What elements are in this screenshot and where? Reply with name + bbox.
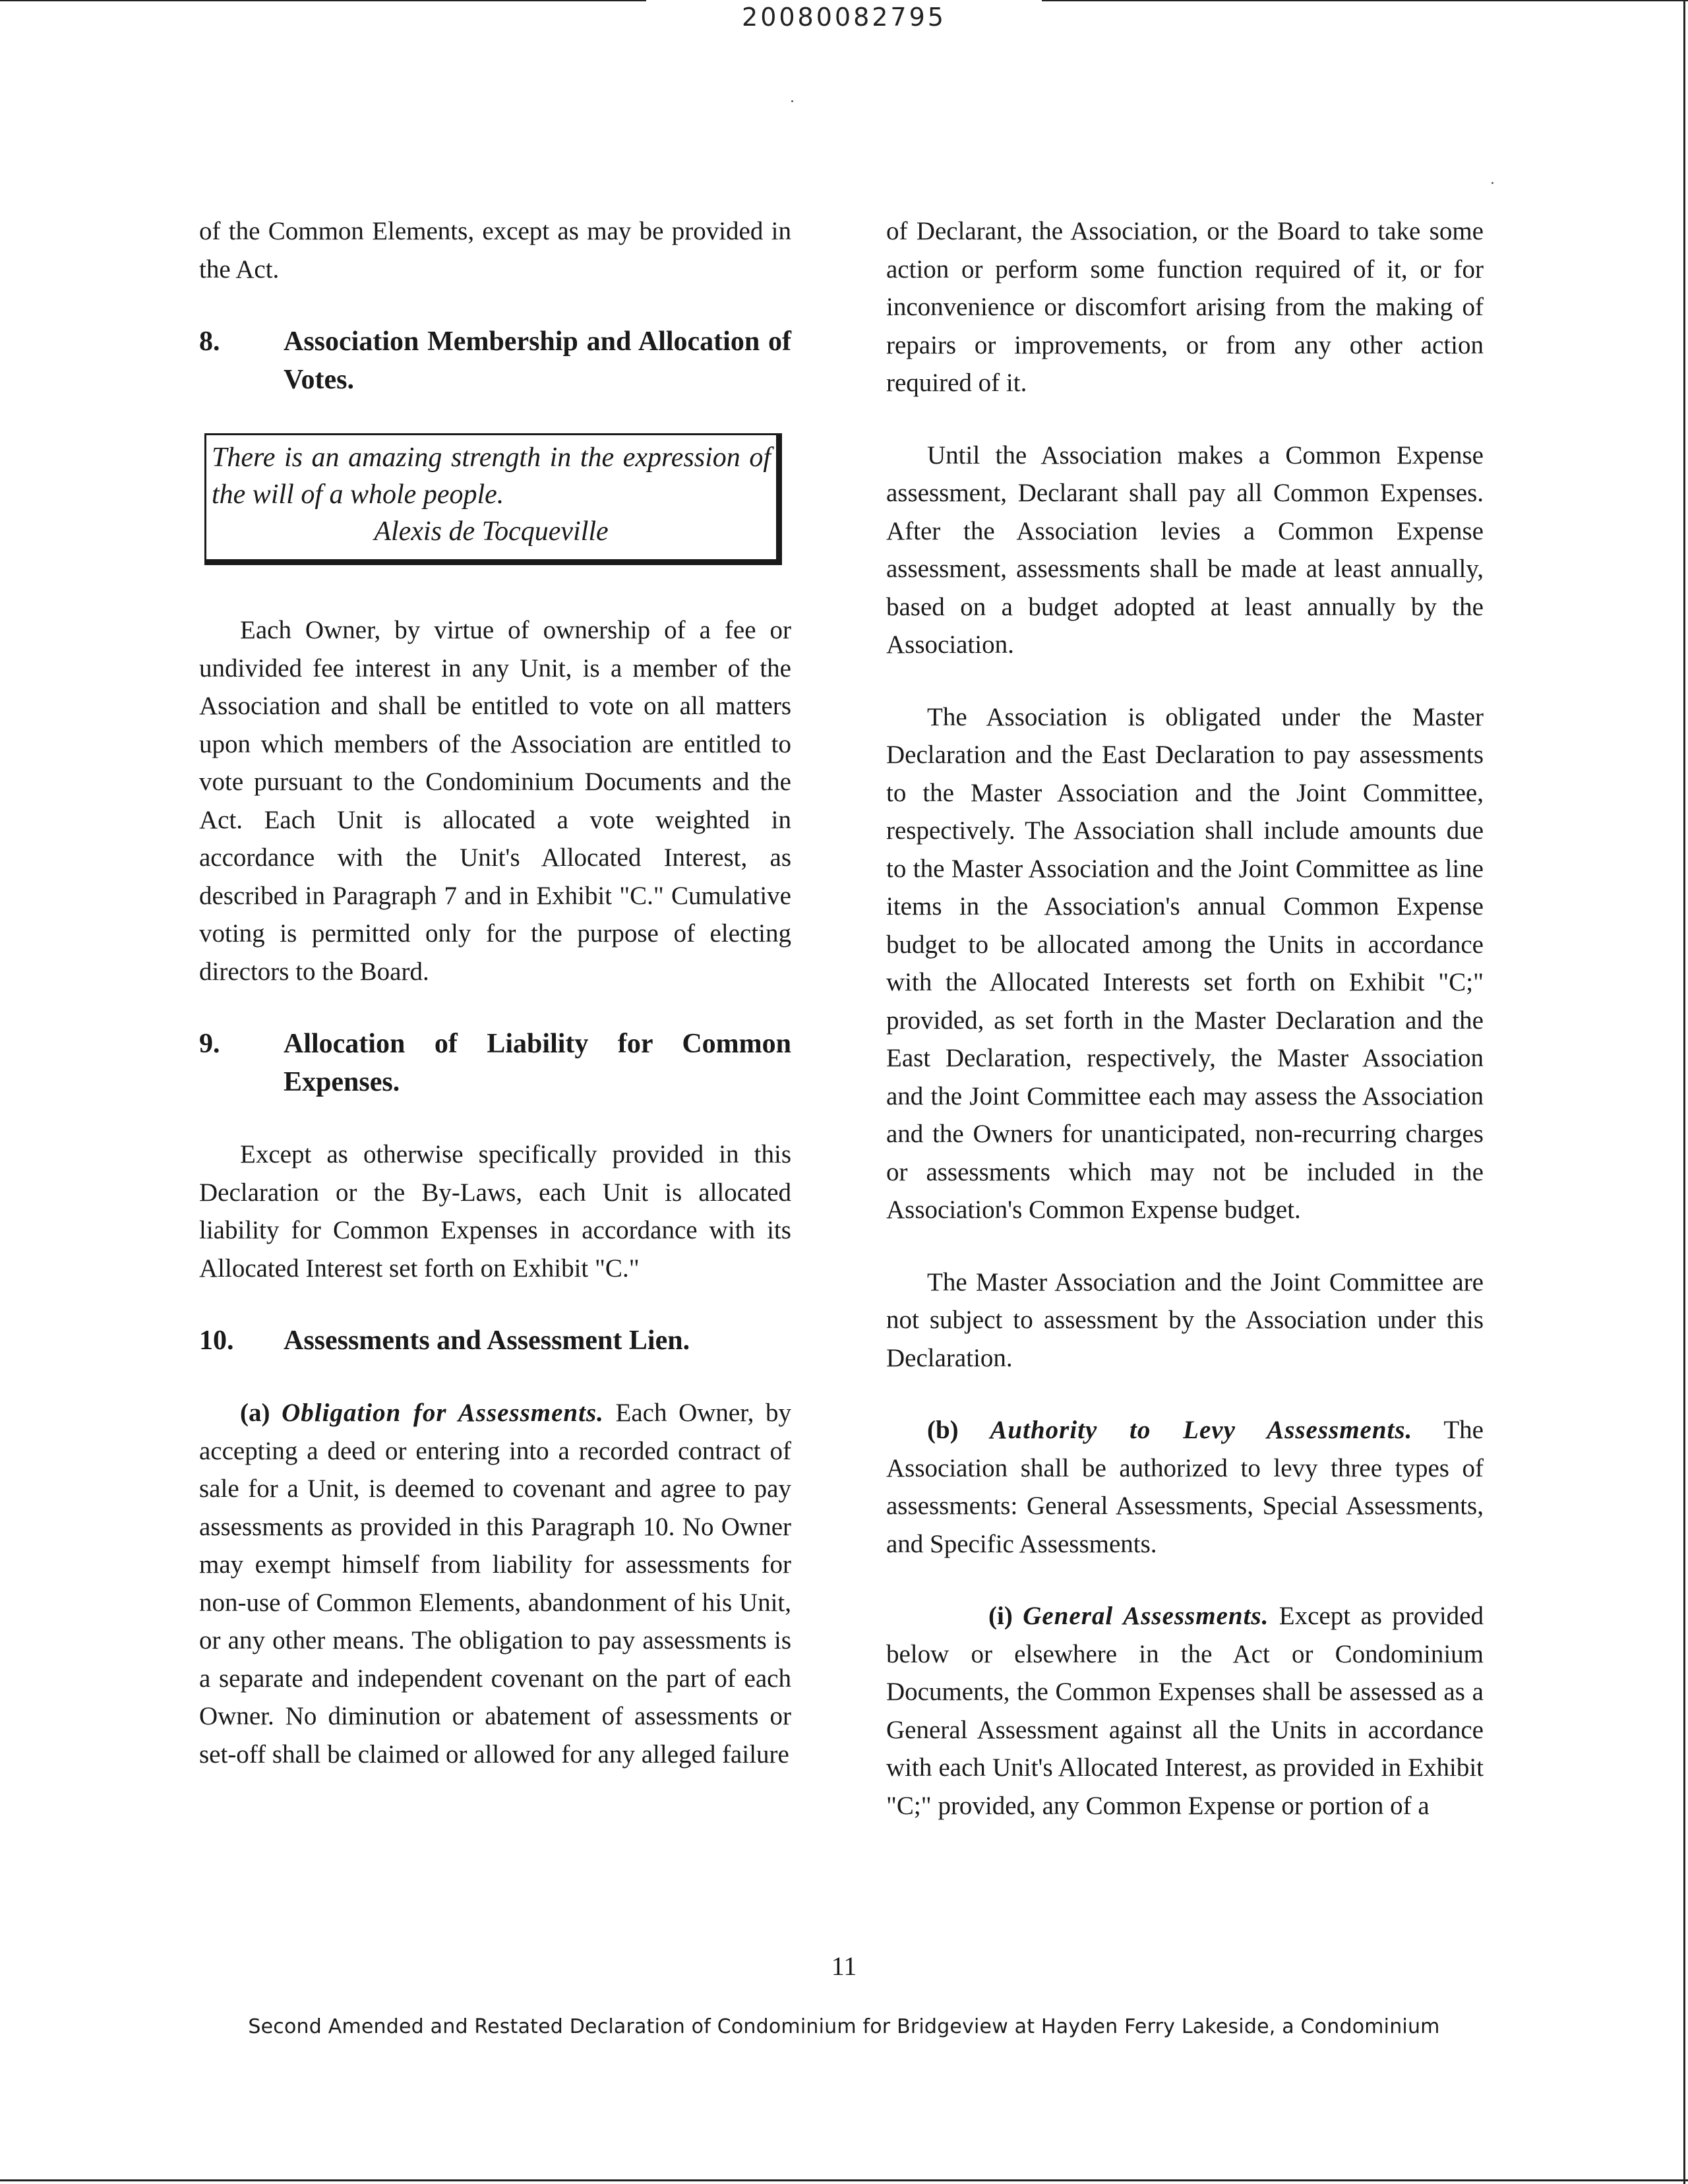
quote-author: Alexis de Tocqueville [374, 516, 609, 547]
subsection-label: (b) [927, 1416, 959, 1444]
section-number: 8. [199, 326, 220, 357]
section-title: Association Membership and Allocation of Votes. [284, 326, 791, 395]
section-heading-9 [199, 1025, 791, 1101]
paragraph: Except as otherwise specifically provided in this Declaration or the By-Laws, each Unit is allocated liability for Common Expenses in accordance with its Allocated Interest set forth on Exhibit "C." [199, 1140, 791, 1283]
scan-edge-bottom [0, 2179, 1688, 2181]
subsection-paragraph [886, 1597, 1484, 1825]
subsection-label: (a) [240, 1399, 270, 1427]
section-title: Assessments and Assessment Lien. [284, 1325, 690, 1356]
paragraph: Each Owner, by virtue of ownership of a fee or undivided fee interest in any Unit, is a member of the Association and shall be entitled to vote on all matters upon which members of the Association are entitled to vote pursuant to the Condominium Documents and the Act. Each Unit is allocated a vote weighted in accordance with the Unit's Allocated Interest, as described in Paragraph 7 and in Exhibit "C." Cumulative voting is permitted only for the purpose of electing directors to the Board. [199, 616, 791, 986]
section-heading-10 [199, 1321, 791, 1360]
right-column [886, 212, 1484, 1859]
quote-text: There is an amazing strength in the expression of the will of a whole people. [212, 442, 771, 510]
scan-edge-right [1683, 0, 1685, 2184]
scan-edge-top-right [1042, 0, 1688, 1]
paragraph: The Master Association and the Joint Committee are not subject to assessment by the Association under this Declaration. [886, 1267, 1484, 1372]
subsection-label: (i) [988, 1602, 1013, 1630]
scan-speck [1492, 182, 1493, 184]
section-number: 10. [199, 1325, 234, 1356]
quote-box [204, 433, 782, 565]
paragraph: of the Common Elements, except as may be provided in the Act. [199, 217, 791, 284]
scan-edge-top-left [0, 0, 646, 1]
subsection-title: Authority to Levy Assessments. [990, 1416, 1413, 1444]
paragraph: of Declarant, the Association, or the Board to take some action or perform some function required of it, or for inconvenience or discomfort arising from the making of repairs or improvements, or from any other action required of it. [886, 217, 1484, 397]
subsection-text: Each Owner, by accepting a deed or entering into a recorded contract of sale for a Unit, is deemed to covenant and agree to pay assessments as provided in this Paragraph 10. No Owner may exempt himself from liability for assessments for non-use of Common Elements, abandonment of his Unit, or any other means. The obligation to pay assessments is a separate and independent covenant on the part of each Owner. No diminution or abatement of assessments or set-off shall be claimed or allowed for any alleged failure [199, 1399, 792, 1769]
subsection-title: Obligation for Assessments. [282, 1399, 604, 1427]
section-number: 9. [199, 1029, 220, 1059]
page-footer: Second Amended and Restated Declaration of Condominium for Bridgeview at Hayden Ferry Lakeside, a Condominium [248, 2015, 1440, 2038]
document-number: 20080082795 [742, 3, 946, 32]
subsection-paragraph [886, 1411, 1484, 1563]
paragraph: Until the Association makes a Common Expense assessment, Declarant shall pay all Common Expenses. After the Association levies a Common Expense assessment, assessments shall be made at least annually, based on a budget adopted at least annually by the Association. [886, 440, 1484, 659]
subsection-text: Except as provided below or elsewhere in the Act or Condominium Documents, the Common Expenses shall be assessed as a General Assessment against all the Units in accordance with each Unit's Allocated Interest, as provided in Exhibit "C;" provided, any Common Expense or portion of a [886, 1602, 1484, 1820]
subsection-title: General Assessments. [1023, 1602, 1269, 1630]
scan-speck [791, 100, 793, 102]
left-column [199, 212, 791, 1807]
page-number: 11 [831, 1951, 857, 1981]
subsection-paragraph [199, 1394, 791, 1773]
section-heading-8 [199, 322, 791, 399]
subsection-text: The Association shall be authorized to levy three types of assessments: General Assessments, Special Assessments, and Specific Assessments. [886, 1416, 1484, 1558]
section-title: Allocation of Liability for Common Expenses. [284, 1029, 791, 1097]
paragraph: The Association is obligated under the Master Declaration and the East Declaration to pay assessments to the Master Association and the Joint Committee, respectively. The Association shall include amounts due to the Master Association and the Joint Committee as line items in the Association's annual Common Expense budget to be allocated among the Units in accordance with the Allocated Interests set forth on Exhibit "C;" provided, as set forth in the Master Declaration and the East Declaration, respectively, the Master Association and the Joint Committee each may assess the Association and the Owners for unanticipated, non-recurring charges or assessments which may not be included in the Association's Common Expense budget. [886, 702, 1484, 1224]
